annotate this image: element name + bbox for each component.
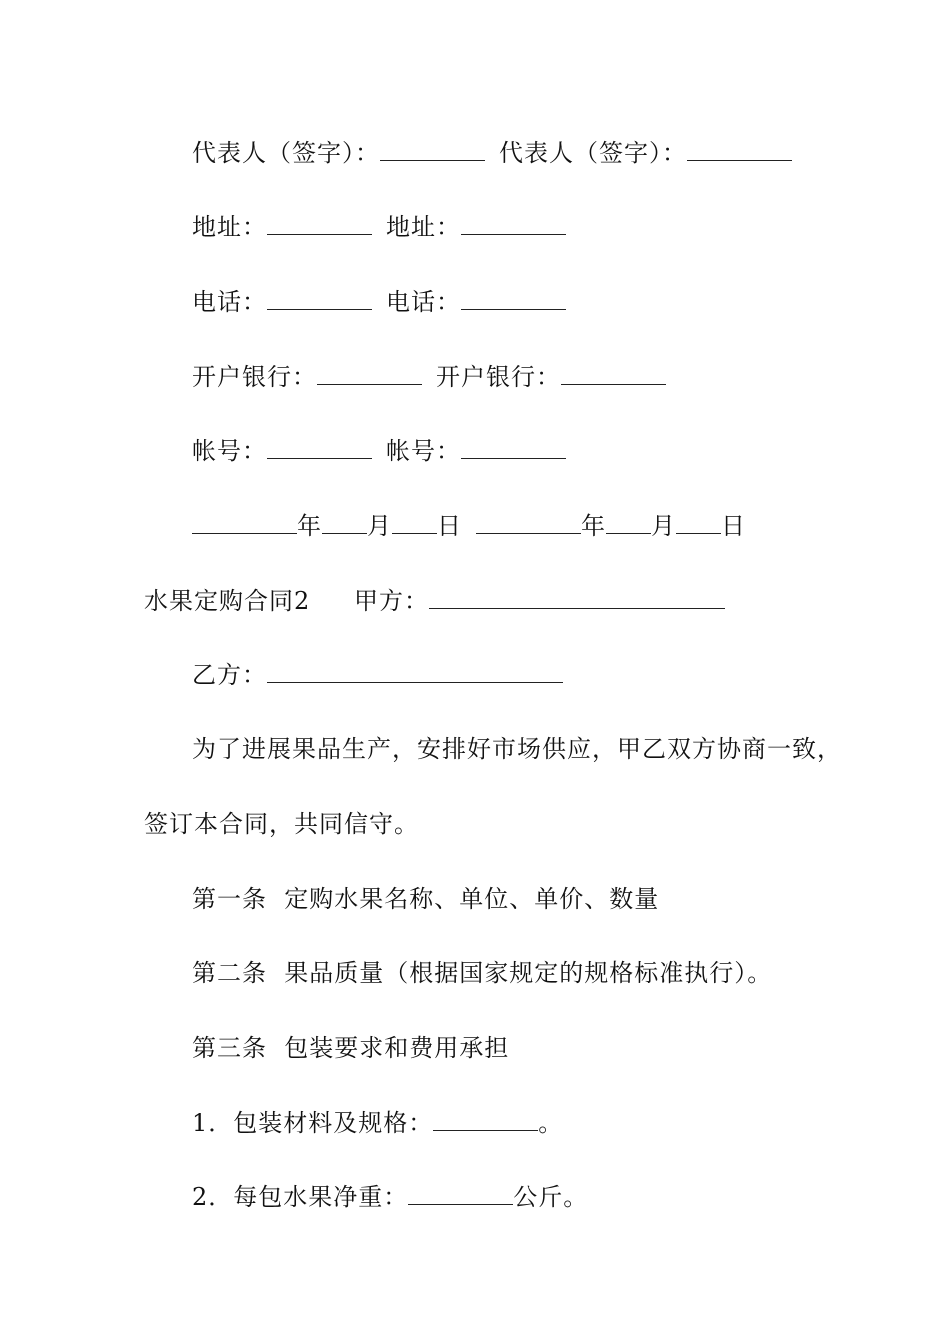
phone-b-blank[interactable] <box>461 287 566 310</box>
representative-line <box>192 138 792 168</box>
representative-a-label: 代表人（签字）： <box>192 139 380 167</box>
item-2-blank[interactable] <box>408 1182 513 1205</box>
address-b-blank[interactable] <box>461 212 566 235</box>
article-3: 第三条 包装要求和费用承担 <box>192 1034 510 1062</box>
date-b-day-label: 日 <box>721 512 746 540</box>
account-a-label: 帐号： <box>192 437 267 465</box>
title-line <box>144 586 310 616</box>
date-b-year-label: 年 <box>581 512 606 540</box>
address-b-label: 地址： <box>386 213 461 241</box>
date-a-month-label: 月 <box>367 512 392 540</box>
date-b-month-blank[interactable] <box>606 511 651 534</box>
party-b-blank[interactable] <box>267 660 563 683</box>
contract-title: 水果定购合同2 <box>144 587 311 615</box>
item-1-line <box>192 1108 563 1138</box>
address-a-label: 地址： <box>192 213 267 241</box>
intro-paragraph-2: 签订本合同，共同信守。 <box>144 810 419 838</box>
item-2-label: 2．每包水果净重： <box>192 1183 409 1211</box>
party-a-blank[interactable] <box>429 586 725 609</box>
date-a-year-label: 年 <box>297 512 322 540</box>
item-1-blank[interactable] <box>433 1108 538 1131</box>
item-2-line <box>192 1182 588 1212</box>
phone-b-label: 电话： <box>386 288 461 316</box>
phone-line <box>192 287 566 317</box>
item-1-label: 1．包装材料及规格： <box>192 1109 434 1137</box>
bank-b-blank[interactable] <box>561 362 666 385</box>
item-2-unit: 公斤。 <box>513 1183 589 1211</box>
bank-a-blank[interactable] <box>317 362 422 385</box>
bank-b-label: 开户银行： <box>436 363 561 391</box>
date-line <box>192 511 746 541</box>
party-b-label: 乙方： <box>192 661 267 689</box>
account-b-label: 帐号： <box>386 437 461 465</box>
account-b-blank[interactable] <box>461 436 566 459</box>
phone-a-blank[interactable] <box>267 287 372 310</box>
address-line <box>192 212 566 242</box>
date-b-year-blank[interactable] <box>476 511 581 534</box>
article-2: 第二条 果品质量（根据国家规定的规格标准执行）。 <box>192 959 773 987</box>
date-b-month-label: 月 <box>651 512 676 540</box>
date-a-day-blank[interactable] <box>392 511 437 534</box>
intro-paragraph-1: 为了进展果品生产，安排好市场供应，甲乙双方协商一致， <box>192 735 842 763</box>
bank-a-label: 开户银行： <box>192 363 317 391</box>
article-1: 第一条 定购水果名称、单位、单价、数量 <box>192 885 660 913</box>
representative-a-blank[interactable] <box>380 138 485 161</box>
party-b-line <box>192 660 563 690</box>
representative-b-blank[interactable] <box>687 138 792 161</box>
date-b-day-blank[interactable] <box>676 511 721 534</box>
date-a-month-blank[interactable] <box>322 511 367 534</box>
bank-line <box>192 362 666 392</box>
account-a-blank[interactable] <box>267 436 372 459</box>
address-a-blank[interactable] <box>267 212 372 235</box>
party-a-line <box>354 586 725 616</box>
party-a-label: 甲方： <box>354 587 429 615</box>
date-a-year-blank[interactable] <box>192 511 297 534</box>
representative-b-label: 代表人（签字）： <box>499 139 687 167</box>
account-line <box>192 436 566 466</box>
phone-a-label: 电话： <box>192 288 267 316</box>
item-1-end: 。 <box>538 1109 564 1137</box>
date-a-day-label: 日 <box>437 512 462 540</box>
